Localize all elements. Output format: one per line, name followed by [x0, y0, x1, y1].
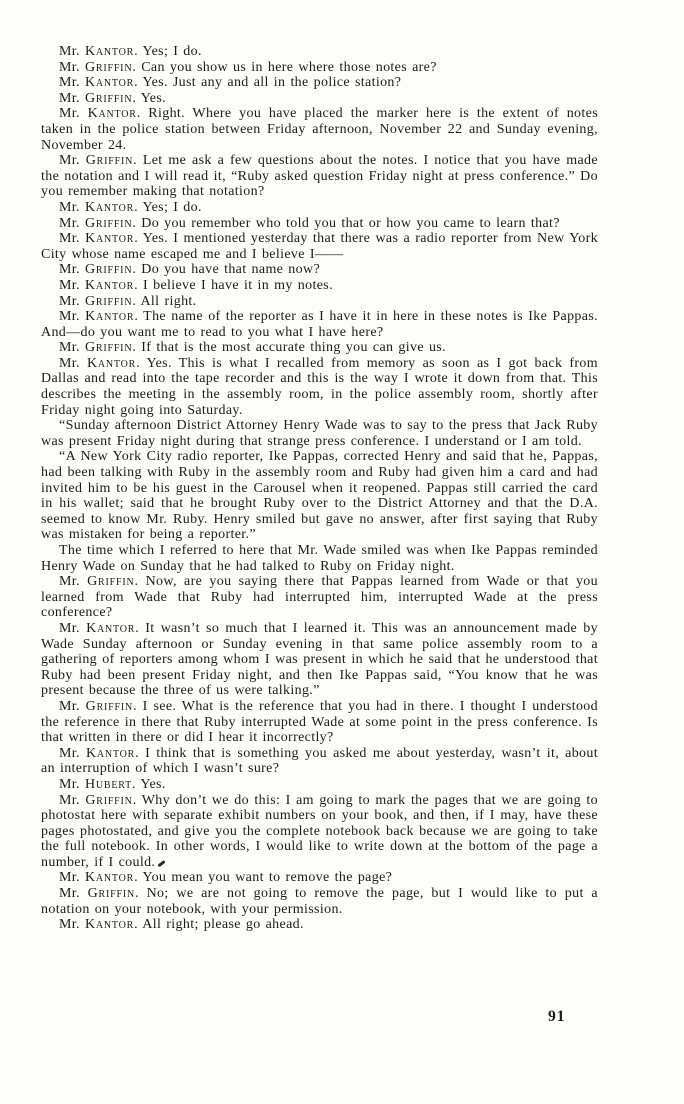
- paragraph: Mr. Kantor. Yes. Just any and all in the police station?: [59, 75, 402, 91]
- speaker-name: Griffin: [85, 153, 134, 169]
- speaker-name: Kantor: [85, 309, 135, 325]
- speaker-name: Hubert: [84, 776, 133, 792]
- paragraph: Mr. Kantor. I think that is something you asked me about yesterday, wasn’t it, about an interruption of which I wasn’t sure?: [41, 745, 598, 777]
- paragraph: Mr. Kantor. All right; please go ahead.: [59, 917, 304, 933]
- speaker-name: Kantor: [84, 917, 135, 933]
- paragraph: Mr. Griffin. Do you have that name now?: [59, 262, 321, 278]
- speaker-name: Kantor: [84, 277, 135, 293]
- speaker-name: Griffin: [84, 340, 133, 356]
- paragraph: Mr. Griffin. Yes.: [59, 90, 166, 106]
- paragraph: Mr. Griffin. If that is the most accurate thing you can give us.: [59, 340, 446, 356]
- speaker-name: Kantor: [85, 231, 135, 247]
- paragraph: The time which I referred to here that Mr. Wade smiled was when Ike Pappas reminded Henry Wade on Sunday that he had talked to Ruby on Friday night.: [41, 543, 598, 574]
- paragraph: Mr. Kantor. Right. Where you have placed the marker here is the extent of notes taken in the police station between Friday afternoon, November 22 and Sunday evening, November 24.: [41, 106, 598, 153]
- speaker-name: Griffin: [85, 698, 134, 714]
- page-number: 91: [548, 1008, 566, 1025]
- speaker-name: Griffin: [84, 90, 133, 106]
- paragraph: Mr. Kantor. Yes. I mentioned yesterday that there was a radio reporter from New York City whose name escaped me and I believe I——: [41, 231, 598, 262]
- paragraph: Mr. Griffin. Why don’t we do this: I am going to mark the pages that we are going to photostat here with separate exhibit numbers on your book, and then, if I may, have these pages photostated, and give you the complete notebook back because we are going to take the full notebook. In other words, I would like to write down at the bottom of the page a number, if I could.: [41, 792, 598, 870]
- speaker-name: Kantor: [84, 870, 135, 886]
- paragraph: “A New York City radio reporter, Ike Pappas, corrected Henry and said that he, Pappas, had been talking with Ruby in the assembly room and Ruby had given him a card and had invited him to be his guest in the Carousel when it reopened. Pappas still carried the card in his wallet; said that he brought Ruby over to the District Attorney and that the D.A. seemed to know Mr. Ruby. Henry smiled but gave no answer, after first saying that Ruby was mistaken for being a reporter.”: [41, 449, 598, 543]
- speaker-name: Kantor: [84, 199, 135, 215]
- paragraph: Mr. Hubert. Yes.: [59, 776, 166, 792]
- speaker-name: Griffin: [87, 574, 135, 590]
- paragraph: Mr. Griffin. Let me ask a few questions about the notes. I notice that you have made the notation and I will read it, “Ruby asked question Friday night at press conference.” Do you remember making that notation?: [41, 153, 598, 200]
- speaker-name: Griffin: [84, 215, 133, 231]
- speaker-name: Kantor: [86, 620, 136, 636]
- paragraph: Mr. Kantor. Yes; I do.: [59, 44, 202, 59]
- speaker-name: Kantor: [87, 106, 137, 122]
- paragraph: Mr. Kantor. Yes. This is what I recalled from memory as soon as I got back from Dallas and read into the tape recorder and this is the way I wrote it down from that. This describes the meeting in the assembly room, in the police assembly room, shortly after Friday night going into Saturday.: [41, 355, 598, 418]
- speaker-name: Griffin: [87, 886, 136, 902]
- paragraph: Mr. Griffin. Can you show us in here where those notes are?: [59, 59, 437, 75]
- paragraph: Mr. Kantor. It wasn’t so much that I learned it. This was an announcement made by Wade Sunday afternoon or Sunday evening in that same police assembly room to a gathering of reporters among whom I was present in which he said that he understood that Ruby had been present Friday night, and then Ike Pappas said, “You know that he was present because the three of us were talking.”: [41, 620, 598, 699]
- paragraph: Mr. Griffin. I see. What is the reference that you had in there. I thought I understood the reference in there that Ruby interrupted Wade at some point in the press conference. Is that written in there or did I hear it incorrectly?: [41, 698, 598, 746]
- paragraph: Mr. Griffin. All right.: [59, 293, 197, 309]
- paragraph: Mr. Kantor. The name of the reporter as I have it in here in these notes is Ike Pappas. And—do you want me to read to you what I have here?: [41, 309, 598, 340]
- speaker-name: Kantor: [86, 355, 137, 371]
- pen-mark-icon: [158, 860, 166, 867]
- testimony-text-block: [41, 44, 598, 933]
- paragraph: Mr. Kantor. I believe I have it in my notes.: [59, 277, 333, 293]
- speaker-name: Griffin: [84, 262, 133, 278]
- speaker-name: Kantor: [84, 44, 135, 59]
- speaker-name: Griffin: [84, 293, 133, 309]
- paragraph: Mr. Kantor. Yes; I do.: [59, 199, 202, 215]
- speaker-name: Kantor: [85, 745, 136, 761]
- speaker-name: Kantor: [84, 75, 135, 91]
- speaker-name: Griffin: [85, 792, 133, 808]
- paragraph: Mr. Griffin. Now, are you saying there that Pappas learned from Wade or that you learned from Wade that Ruby had interrupted him, interrupted Wade at the press conference?: [41, 574, 598, 621]
- paragraph: Mr. Griffin. Do you remember who told you that or how you came to learn that?: [59, 215, 560, 231]
- paragraph: Mr. Kantor. You mean you want to remove the page?: [59, 870, 393, 886]
- speaker-name: Griffin: [84, 59, 133, 75]
- paragraph: “Sunday afternoon District Attorney Henry Wade was to say to the press that Jack Ruby was present Friday night during that strange press conference. I understand or I am told.: [41, 418, 598, 449]
- paragraph: Mr. Griffin. No; we are not going to remove the page, but I would like to put a notation on your notebook, with your permission.: [41, 886, 598, 917]
